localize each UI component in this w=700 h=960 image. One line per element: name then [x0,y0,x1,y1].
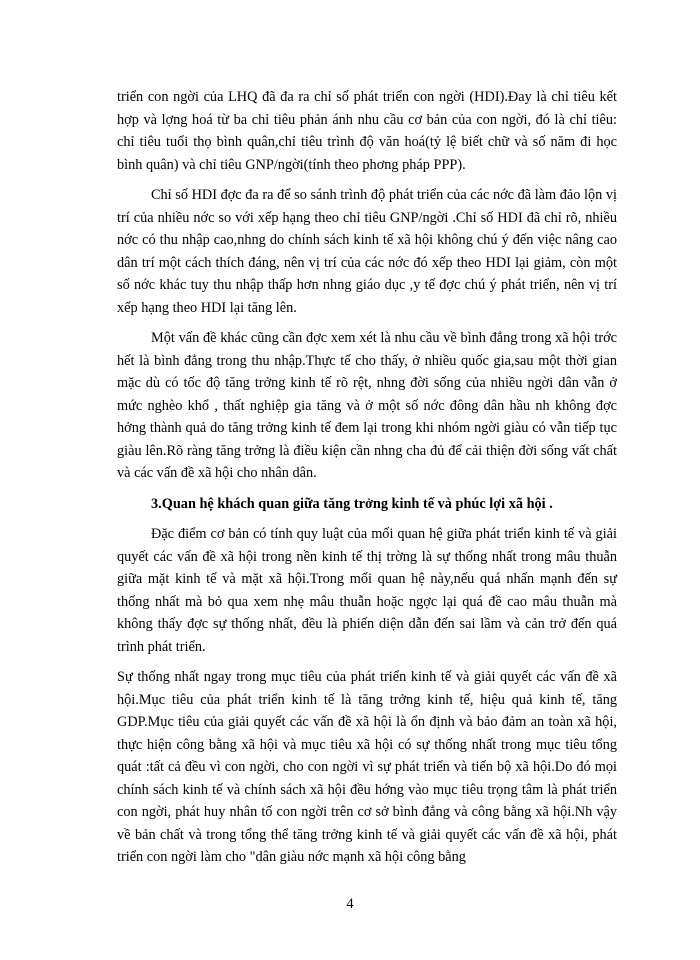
paragraph-relationship: Đặc điểm cơ bản có tính quy luật của mối quan hệ giữa phát triển kinh tế và giải quyết các vấn đề xã hội trong nền kinh tế thị trờng là sự thống nhất trong mâu thuẫn giữa mặt kinh tế và mặt xã hội.Trong mối quan hệ này,nếu quá nhấn mạnh đến sự thống nhất mà bỏ qua xem nhẹ mâu thuẫn hoặc ngợc lại quá đề cao mâu thuẫn mà không thấy đợc sự thống nhất, đều là phiến diện dẫn đến sai lầm và cản trở đến quá trình phát triển. [117,526,617,655]
paragraph-hdi-comparison: Chỉ số HDI đợc đa ra để so sánh trình độ phát triển của các nớc đã làm đảo lộn vị trí của nhiều nớc so với xếp hạng theo chỉ tiêu GNP/ngời .Chỉ số HDI đã chỉ rõ, nhiều nớc có thu nhập cao,nhng do chính sách kinh tế xã hội không chú ý đến việc nâng cao dân trí một cách thích đáng, nên vị trí của các nớc đó xếp theo HDI lại giảm, còn một số nớc khác tuy thu nhập thấp hơn nhng giáo dục ,y tế đợc chú ý phát triển, nên vị trí xếp hạng theo HDI lại tăng lên. [117,187,617,316]
document-body [117,86,617,869]
page-number: 4 [346,896,354,912]
paragraph-equality: Một vấn đề khác cũng cần đợc xem xét là nhu cầu về bình đẳng trong xã hội trớc hết là bình đẳng trong thu nhập.Thực tế cho thấy, ở nhiều quốc gia,sau một thời gian mặc dù có tốc độ tăng trởng kinh tế rõ rệt, nhng đời sống của nhiều ngời dân vẫn ở mức nghèo khổ , thất nghiệp gia tăng và ở một số nớc đông dân hầu nh không đợc hởng thành quả do tăng trởng kinh tế đem lại trong khi nhóm ngời giàu có vẫn tiếp tục giàu lên.Rõ ràng tăng trởng là điều kiện cần nhng cha đủ để cải thiện đời sống vất chất và các vấn đề xã hội cho nhân dân. [117,330,617,481]
paragraph-unity: Sự thống nhất ngay trong mục tiêu của phát triển kinh tế và giải quyết các vấn đề xã hội.Mục tiêu của phát triển kinh tế là tăng trởng kinh tế, hiệu quả kinh tế, tăng GDP.Mục tiêu của giải quyết các vấn đề xã hội là ổn định và bảo đảm an toàn xã hội, thực hiện công bằng xã hội và mục tiêu xã hội có sự thống nhất trong mục tiêu tổng quát :tất cả đều vì con ngời, cho con ngời vì sự phát triển và tiến bộ xã hội.Do đó mọi chính sách kinh tế và chính sách xã hội đều hớng vào mục tiêu trọng tâm là phát triển con ngời, phát huy nhân tố con ngời trên cơ sở bình đẳng và công bằng xã hội.Nh vậy về bản chất và trong tổng thể tăng trởng kinh tế và giải quyết các vấn đề xã hội, phát triển con ngời làm cho "dân giàu nớc mạnh xã hội công bằng [117,669,617,865]
section-heading: 3.Quan hệ khách quan giữa tăng trởng kinh tế và phúc lợi xã hội . [151,495,553,512]
paragraph-hdi-intro: triển con ngời của LHQ đã đa ra chỉ số phát triển con ngời (HDI).Đay là chỉ tiêu kết hợp và lợng hoá từ ba chỉ tiêu phản ánh nhu cầu cơ bản của con ngời, đó là chỉ tiêu: chỉ tiêu tuổi thọ bình quân,chỉ tiêu trình độ văn hoá(tỷ lệ biết chữ và số năm đi học bình quân) và chỉ tiêu GNP/ngời(tính theo phơng pháp PPP). [117,89,617,173]
